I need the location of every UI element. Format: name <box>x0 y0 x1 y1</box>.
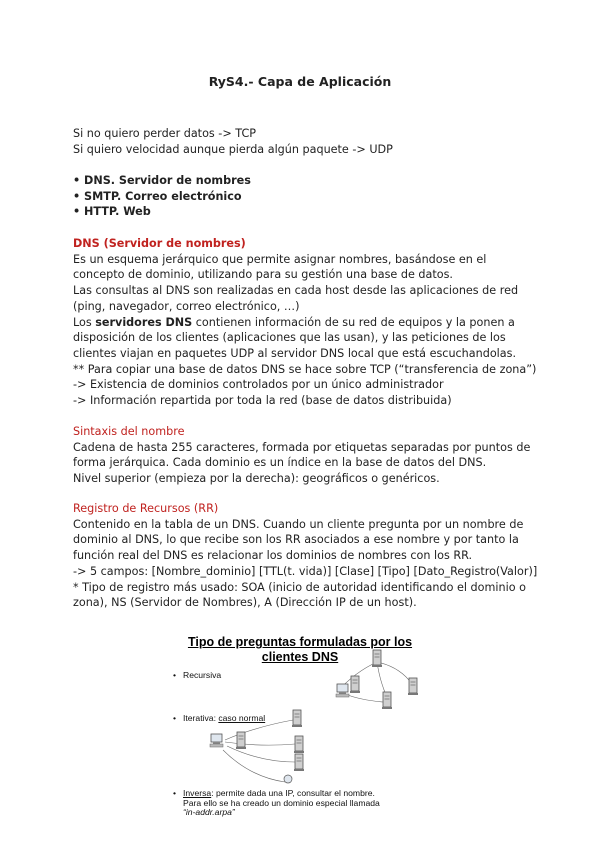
query-type-label: Recursiva <box>183 670 222 680</box>
paragraph-line: concepto de dominio, utilizando para su gestión una base de datos. <box>73 268 453 282</box>
query-type-note: caso normal <box>218 713 266 723</box>
list-item: • HTTP. Web <box>73 205 151 219</box>
section-heading-dns: DNS (Servidor de nombres) <box>73 237 246 250</box>
section-heading-sintaxis: Sintaxis del nombre <box>73 425 185 438</box>
figure-title-line: clientes DNS <box>261 650 339 664</box>
paragraph-line: Contenido en la tabla de un DNS. Cuando un cliente pregunta por un nombre de <box>73 517 524 531</box>
server-icon <box>292 710 302 727</box>
text-run: Los <box>73 315 96 329</box>
query-type-line: “in-addr.arpa” <box>183 807 235 817</box>
registro-section <box>73 501 538 611</box>
query-type-recursiva <box>173 670 222 681</box>
client-pc-icon <box>336 684 349 697</box>
figure-title <box>165 635 435 665</box>
paragraph-line: forma jerárquica. Cada dominio es un índice en la base de datos del DNS. <box>73 456 487 470</box>
query-type-label: Iterativa: <box>183 713 219 723</box>
network-node-icon <box>284 775 292 783</box>
paragraph-line: zona), NS (Servidor de Nombres), A (Dirección IP de un host). <box>73 596 417 610</box>
query-type-line: Para ello se ha creado un dominio especial llamada <box>183 797 380 808</box>
paragraph-line: -> 5 campos: [Nombre_dominio] [TTL(t. vida)] [Clase] [Tipo] [Dato_Registro(Valor)] <box>73 564 538 578</box>
paragraph-line: Nivel superior (empieza por la derecha): geográficos o genéricos. <box>73 472 440 486</box>
paragraph-line: Cadena de hasta 255 caracteres, formada por etiquetas separadas por puntos de <box>73 440 531 454</box>
query-type-inversa <box>173 788 433 818</box>
paragraph-line: función real del DNS es relacionar los dominios de nombres con los RR. <box>73 549 473 563</box>
query-type-label: Inversa <box>183 788 212 798</box>
paragraph-line: clientes viajan en paquetes UDP al servidor DNS local que está escuchandolas. <box>73 346 517 360</box>
figure-title-line: Tipo de preguntas formuladas por los <box>187 635 413 649</box>
query-type-iterativa <box>173 713 266 724</box>
sintaxis-section <box>73 424 533 487</box>
paragraph-line: dominio al DNS, lo que recibe son los RR asociados a ese nombre y por tanto la <box>73 533 519 547</box>
bullet-icon: • <box>173 788 177 798</box>
text-run: contienen información de su red de equipos y la ponen a <box>192 315 515 329</box>
page-title: RyS4.- Capa de Aplicación <box>208 74 392 89</box>
bullet-icon: • <box>173 670 177 680</box>
dns-queries-figure <box>165 632 435 817</box>
list-item: • SMTP. Correo electrónico <box>73 189 242 203</box>
paragraph-line: disposición de los clientes (aplicaciones que las usan), y las peticiones de los <box>73 331 506 345</box>
bold-term: servidores DNS <box>95 315 193 329</box>
paragraph-line: * Tipo de registro más usado: SOA (inicio de autoridad identificando el dominio o <box>73 580 526 594</box>
section-heading-registro: Registro de Recursos (RR) <box>73 502 219 515</box>
paragraph-line: (ping, navegador, correo electrónico, …) <box>73 299 300 313</box>
server-icon <box>382 692 392 709</box>
query-type-desc: : permite dada una IP, consultar el nombre. <box>211 788 375 798</box>
paragraph-line: -> Información repartida por toda la red (base de datos distribuida) <box>73 394 452 408</box>
dns-section <box>73 236 537 409</box>
bullet-icon: • <box>173 713 177 723</box>
paragraph-line: -> Existencia de dominios controlados por un único administrador <box>73 378 444 392</box>
paragraph-line <box>73 315 533 331</box>
server-icon <box>350 676 360 693</box>
server-icon <box>236 732 246 749</box>
paragraph-line: Las consultas al DNS son realizadas en cada host desde las aplicaciones de red <box>73 284 519 298</box>
paragraph-line: Es un esquema jerárquico que permite asignar nombres, basándose en el <box>73 252 487 266</box>
list-item: • DNS. Servidor de nombres <box>73 174 251 187</box>
paragraph-line: ** Para copiar una base de datos DNS se hace sobre TCP (“transferencia de zona”) <box>73 362 537 376</box>
server-icon <box>294 736 304 753</box>
intro-line: Si no quiero perder datos -> TCP <box>73 127 256 140</box>
client-pc-icon <box>210 734 223 747</box>
server-icon <box>294 754 304 771</box>
protocol-list <box>73 173 533 220</box>
intro-line: Si quiero velocidad aunque pierda algún paquete -> UDP <box>73 142 393 156</box>
server-icon <box>408 678 418 695</box>
intro-section <box>73 126 533 157</box>
